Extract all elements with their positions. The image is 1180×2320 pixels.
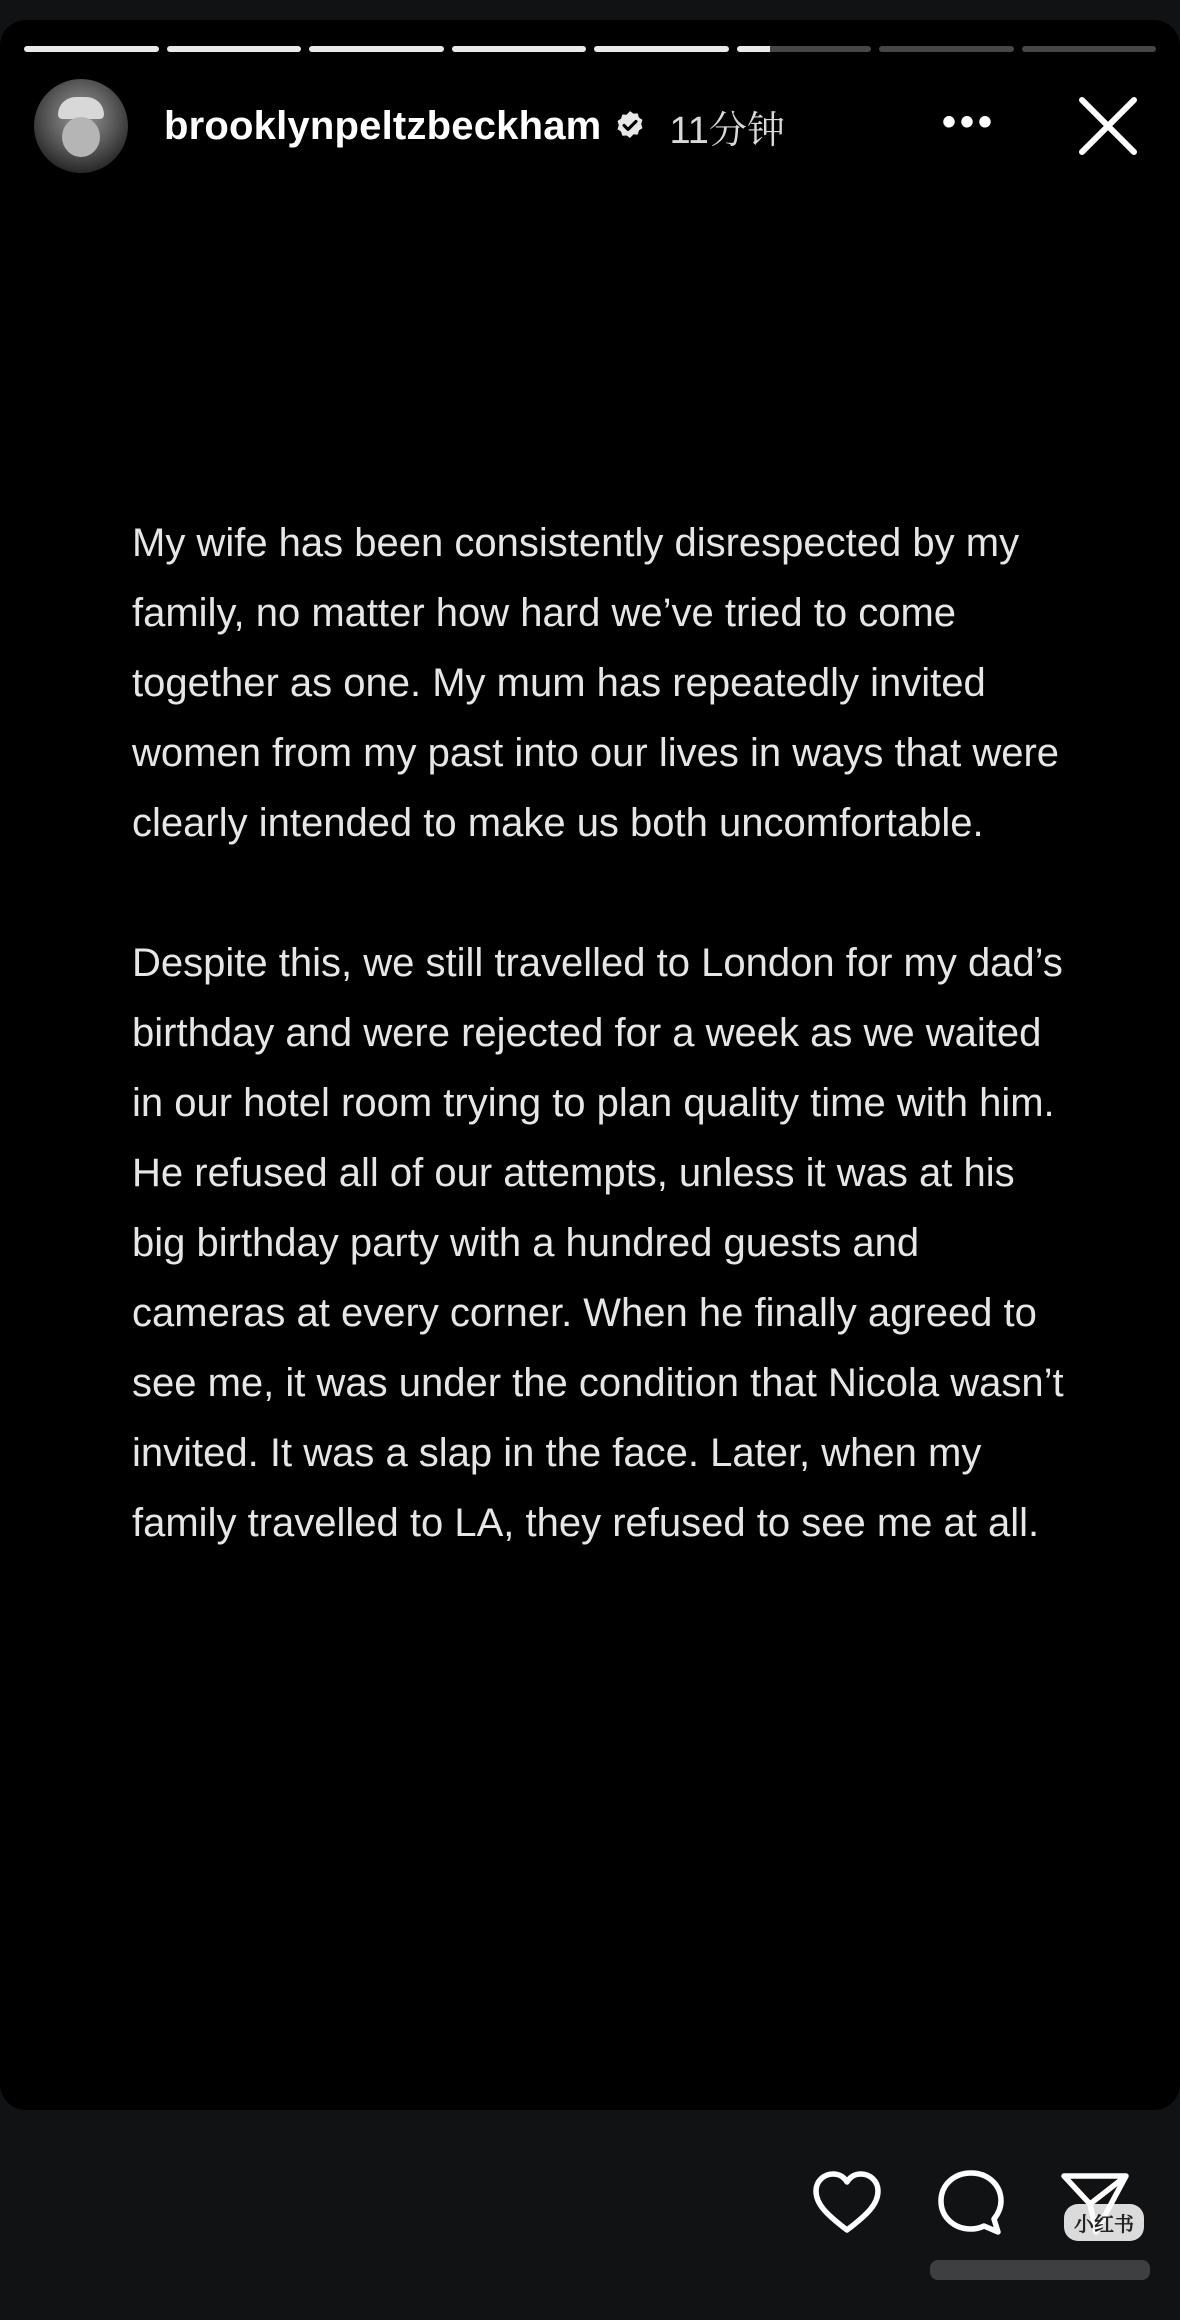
story-timestamp: 11分钟 bbox=[669, 109, 785, 152]
progress-segment bbox=[879, 46, 1014, 52]
avatar[interactable] bbox=[34, 79, 128, 173]
verified-badge-icon bbox=[613, 109, 647, 143]
story-progress-bar bbox=[24, 46, 1156, 52]
username[interactable]: brooklynpeltzbeckham bbox=[164, 103, 602, 148]
progress-segment bbox=[452, 46, 587, 52]
story-action-bar bbox=[0, 2110, 1180, 2320]
story-viewer[interactable] bbox=[0, 20, 1180, 2110]
story-text-content bbox=[132, 508, 1072, 1628]
story-header bbox=[34, 78, 1146, 174]
progress-segment bbox=[594, 46, 729, 52]
progress-segment bbox=[309, 46, 444, 52]
story-paragraph: Despite this, we still travelled to London for my dad’s birthday and were rejected for a week as we waited in our hotel room trying to plan quality time with him. He refused all of our attempts, unless it was at his big birthday party with a hundred guests and cameras at every corner. When he finally agreed to see me, it was under the condition that Nicola wasn’t invited. It was a slap in the face. Later, when my family travelled to LA, they refused to see me at all. bbox=[132, 941, 1064, 1545]
progress-segment bbox=[1022, 46, 1157, 52]
close-icon[interactable] bbox=[1070, 88, 1146, 164]
comment-icon[interactable] bbox=[932, 2164, 1010, 2242]
watermark-logo: 小红书 bbox=[1064, 2204, 1144, 2241]
story-paragraph: My wife has been consistently disrespected by my family, no matter how hard we’ve tried to come together as one. My mum has repeatedly invited women from my past into our lives in ways that were clearly intended to make us both uncomfortable. bbox=[132, 521, 1060, 845]
progress-segment bbox=[24, 46, 159, 52]
progress-segment bbox=[737, 46, 872, 52]
heart-icon[interactable] bbox=[808, 2164, 886, 2242]
progress-segment bbox=[167, 46, 302, 52]
more-options-button[interactable]: ••• bbox=[941, 100, 996, 144]
watermark-blur bbox=[930, 2260, 1150, 2280]
